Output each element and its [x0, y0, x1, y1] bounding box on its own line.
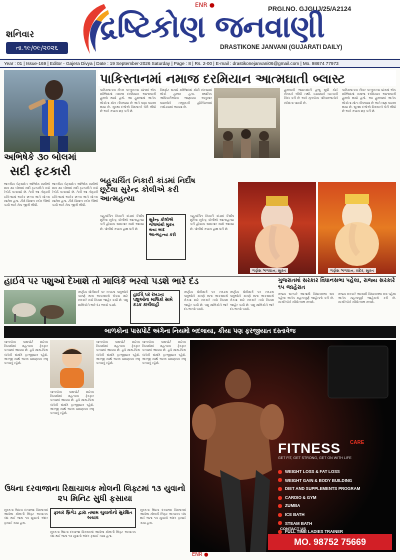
bullet-icon — [278, 470, 282, 474]
ad-tagline: GET FIT, GET STRONG, GET ON WITH LIFE — [278, 456, 352, 460]
ad-feature: ZUMBA — [278, 502, 360, 511]
fitness-advertisement — [190, 340, 396, 552]
ad-title-suffix: CARE — [350, 440, 365, 446]
story7-box-text: ફાયર બ્રિગેડ દ્વારા તમામ યુવાનોનો સુરક્ષિત બચાવ — [53, 511, 133, 522]
lead-column-1: પાકિસ્તાનના ખૈબર પખ્તુનખ્વા પ્રાંતમાં એક મસ્જિદમાં નમાજ દરમિયાન આત્મઘાતી હુમલો થયો હતો. આ હુમલામાં અનેક લોકોના મોત નીપજ્યા છે અને ઘણા ઘાયલ થયા છે. સુરક્ષા દળોએ વિસ્તારને ઘેરી લીધો છે અને તપાસ શરૂ કરી છે. — [100, 88, 156, 114]
ganesh-photo-2 — [318, 182, 396, 274]
story3-box — [146, 214, 186, 260]
story4-body-3: રાષ્ટ્રીય ધોરીમાર્ગ પર રખડતા પશુઓને કારણે થતા અકસ્માતો રોકવા માટે સરકારે નવો નિયમ જાહેર કર્યો છે. પશુ માલિકોને ભારે દંડ ભરવો પડશે. — [230, 290, 274, 311]
issue-info-bar: Year : 01 | Issue-169 | Editor - Gajera Divya | Date : 19 September-2026 Saturday | Page : 8 | Rs. 2-00 | E-mail : drastikonejanvani06@gmail.com | Mo. 98674 77973 — [0, 59, 400, 68]
bullet-icon — [278, 521, 282, 525]
story2-body-2: ભારતીય બેટ્સમેન અભિષેક શર્માએ માત્ર ૩૦ બોલમાં સદી ફટકારીને નવો રેકોર્ડ બનાવ્યો છે. તેની આ તોફાની ઇનિંગ્સમાં અનેક છગ્ગા અને ચોગ્ગા સામેલ હતા. ટીમે વિશાળ સ્કોર ઊભો કર્યો અને મેચ જીતી લીધી. — [52, 182, 98, 208]
ad-feature: ICE BATH — [278, 511, 360, 520]
story7-body-1: સુરતના ઉધના દરવાજા વિસ્તારમાં આવેલા મોલની લિફ્ટ અચાનક બંધ થઈ જતા ૧૩ યુવાનો અંદર ફસાઈ ગયા હતા. — [4, 508, 48, 525]
child-photo — [50, 340, 94, 388]
story6-body-1: બાળકોના પાસપોર્ટ માટેના નિયમોમાં મહત્વના ફેરફાર કરવામાં આવ્યા છે. હવે માતા-પિતા બંનેની સંમતિ ફરજીયાત રહેશે. અરજી સાથે જન્મ પ્રમાણપત્ર રજૂ કરવાનું રહેશે. — [4, 340, 48, 366]
story7-box — [50, 508, 136, 528]
ad-title: FITNESS — [278, 440, 341, 456]
lead-column-3: હુમલાની જવાબદારી હજુ સુધી કોઈ સંગઠને લીધી નથી. વડાપ્રધાને ઘટનાની નિંદા કરી છે અને મૃતકોના પરિવારજનોને સંવેદના પાઠવી છે. — [284, 88, 338, 105]
ganesh-photo-1 — [238, 182, 316, 274]
bullet-icon — [278, 496, 282, 500]
story2-headline-line2: સદી ફટકારી — [10, 164, 71, 178]
masthead — [0, 0, 400, 58]
cattle-photo — [4, 290, 76, 324]
story7-body-3: સુરતના ઉધના દરવાજા વિસ્તારમાં આવેલા મોલની લિફ્ટ અચાનક બંધ થઈ જતા ૧૩ યુવાનો અંદર ફસાઈ ગયા હતા. — [140, 508, 186, 525]
story4-box-text: હાઈવે પર રખડતા પશુઓના માલિકો સામે કડક કાર્યવાહી — [133, 293, 173, 309]
story6-body-4: બાળકોના પાસપોર્ટ માટેના નિયમોમાં મહત્વના ફેરફાર કરવામાં આવ્યા છે. હવે માતા-પિતા બંનેની સંમતિ ફરજીયાત રહેશે. અરજી સાથે જન્મ પ્રમાણપત્ર રજૂ કરવાનું રહેશે. — [142, 340, 186, 366]
bullet-icon — [278, 504, 282, 508]
story4-box — [130, 290, 180, 324]
blast-photo — [214, 88, 280, 158]
story5-body-2: રાજ્ય સરકારે આગામી વિધાનસભા સત્ર પહેલા અનેક મહત્વપૂર્ણ જાહેરાતો કરી છે. નાગરિકોને સીધો લાભ મળશે. — [338, 292, 396, 305]
bullet-icon — [278, 478, 282, 482]
lead-column-4: પાકિસ્તાનના ખૈબર પખ્તુનખ્વા પ્રાંતમાં એક મસ્જિદમાં નમાજ દરમિયાન આત્મઘાતી હુમલો થયો હતો. આ હુમલામાં અનેક લોકોના મોત નીપજ્યા છે અને ઘણા ઘાયલ થયા છે. સુરક્ષા દળોએ વિસ્તારને ઘેરી લીધો છે અને તપાસ શરૂ કરી છે. — [342, 88, 396, 114]
date-badge: તા.૧૯/૦૯/૨૦૨૬ — [6, 42, 68, 54]
story7-headline: ઉધના દરવાજાના રિક્ષાચાલક મોલની લિફ્ટમાં ૧૩ યુવાનો ૨૫ મિનિટ સુધી ફસાયા — [4, 484, 186, 503]
newspaper-title-english: DRASTIKONE JANVANI (GUJARATI DAILY) — [220, 45, 343, 51]
ganesh-caption-2: ગણેશ ભગવાન, રાંદેર, સુરત — [330, 268, 374, 273]
ad-contact-label: CONTACT US — [280, 526, 306, 531]
newspaper-title: દ્રષ્ટિકોણ જનવાણી — [100, 10, 325, 45]
lead-column-2: વિસ્ફોટ સમયે મસ્જિદમાં મોટી સંખ્યામાં લોકો હાજર હતા. સ્થાનિક અધિકારીઓના જણાવ્યા અનુસાર ઘાયલોને નજીકની હોસ્પિટલમાં ખસેડવામાં આવ્યા છે. — [160, 88, 212, 109]
bullet-icon — [278, 513, 282, 517]
ad-phone-number: MO. 98752 75669 — [268, 534, 392, 550]
story3-headline: બહુચર્ચિત નિકારી કાંડમાં નિર્દોષ છૂટેલા સુરેન્દ્ર કોલીએ કરી આત્મહત્યા — [100, 176, 196, 203]
weekday: શનિવાર — [6, 30, 35, 40]
story2-headline-line1: અભિષેકે ૩૦ બોલમાં — [4, 153, 77, 163]
story4-body-1: રાષ્ટ્રીય ધોરીમાર્ગ પર રખડતા પશુઓને કારણે થતા અકસ્માતો રોકવા માટે સરકારે નવો નિયમ જાહેર કર્યો છે. પશુ માલિકોને ભારે દંડ ભરવો પડશે. — [78, 290, 128, 307]
story5-body-1: રાજ્ય સરકારે આગામી વિધાનસભા સત્ર પહેલા અનેક મહત્વપૂર્ણ જાહેરાતો કરી છે. નાગરિકોને સીધો લાભ મળશે. — [278, 292, 334, 305]
passport-headline-bar: બાળકોના પાસપોર્ટ અંગેના નિયમો બદલાયા, કીયા પણ ફરજીયાત દસ્તાવેજ — [4, 326, 396, 338]
registration-number: PRGI.NO. GJGUJ/25/A2124 — [268, 6, 352, 13]
ad-feature: WEIGHT GAIN & BODY BUILDING — [278, 477, 360, 486]
lead-headline: પાકિસ્તાનમાં નમાજ દરમિયાન આત્મઘાતી બ્લાસ્ટ — [100, 71, 346, 86]
ad-feature: CARDIO & GYM — [278, 494, 360, 503]
ganesh-caption-1: ગણેશ ભગવાન, સુરત — [252, 268, 286, 273]
story3-box-text: સુરેન્દ્ર કોલીએ જેલમાંથી મુક્ત થયા બાદ આત્મહત્યા કરી — [149, 217, 176, 237]
ad-feature: DIET AND SUPPLEMENTS PROGRAM — [278, 485, 360, 494]
cricket-photo — [4, 70, 96, 152]
footer-mark: ENR ● — [192, 552, 209, 558]
ad-feature: FULL TIME LADIES TRAINER — [278, 528, 360, 537]
story3-body-2: બહુચર્ચિત નિઠારી કાંડમાં નિર્દોષ છૂટેલા સુરેન્દ્ર કોલીએ આત્મહત્યા કરી હોવાના સમાચાર સામે આવ્યા છે. પોલીસે તપાસ હાથ ધરી છે. — [190, 214, 234, 231]
story4-body-2: રાષ્ટ્રીય ધોરીમાર્ગ પર રખડતા પશુઓને કારણે થતા અકસ્માતો રોકવા માટે સરકારે નવો નિયમ જાહેર કર્યો છે. પશુ માલિકોને ભારે દંડ ભરવો પડશે. — [184, 290, 228, 311]
story6-body-2: બાળકોના પાસપોર્ટ માટેના નિયમોમાં મહત્વના ફેરફાર કરવામાં આવ્યા છે. હવે માતા-પિતા બંનેની સંમતિ ફરજીયાત રહેશે. અરજી સાથે જન્મ પ્રમાણપત્ર રજૂ કરવાનું રહેશે. — [50, 390, 94, 416]
ad-feature: STEAM BATH — [278, 520, 360, 529]
story2-body-1: ભારતીય બેટ્સમેન અભિષેક શર્માએ માત્ર ૩૦ બોલમાં સદી ફટકારીને નવો રેકોર્ડ બનાવ્યો છે. તેની આ તોફાની ઇનિંગ્સમાં અનેક છગ્ગા અને ચોગ્ગા સામેલ હતા. ટીમે વિશાળ સ્કોર ઊભો કર્યો અને મેચ જીતી લીધી. — [4, 182, 50, 208]
story4-headline: હાઈવે પર પશુઓ દેખાશે તો માલિકે ભરવો પડશે ભારે દંડ — [4, 277, 199, 287]
story7-body-2: સુરતના ઉધના દરવાજા વિસ્તારમાં આવેલા મોલની લિફ્ટ અચાનક બંધ થઈ જતા ૧૩ યુવાનો અંદર ફસાઈ ગયા હતા. — [50, 530, 136, 539]
story6-body-3: બાળકોના પાસપોર્ટ માટેના નિયમોમાં મહત્વના ફેરફાર કરવામાં આવ્યા છે. હવે માતા-પિતા બંનેની સંમતિ ફરજીયાત રહેશે. અરજી સાથે જન્મ પ્રમાણપત્ર રજૂ કરવાનું રહેશે. — [96, 340, 140, 366]
bullet-icon — [278, 487, 282, 491]
story3-body-1: બહુચર્ચિત નિઠારી કાંડમાં નિર્દોષ છૂટેલા સુરેન્દ્ર કોલીએ આત્મહત્યા કરી હોવાના સમાચાર સામે આવ્યા છે. પોલીસે તપાસ હાથ ધરી છે. — [100, 214, 144, 231]
top-mark: ENR ● — [195, 2, 215, 9]
story5-headline: ગુજરાતમાં સરકાર વિધાનસભા પહેલા, રાજ્ય સરકારે ૧૫ જાહેરાત — [278, 278, 395, 291]
ad-feature: WEIGHT LOSS & FAT LOSS — [278, 468, 360, 477]
